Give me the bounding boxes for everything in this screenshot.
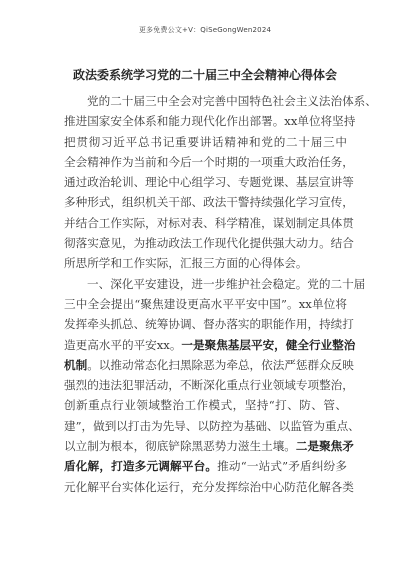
body-text: 彻落实意见，为推动政法工作现代化提供强大动力。结合	[64, 236, 354, 251]
body-line	[64, 395, 347, 415]
body-text: 全会精神作为当前和今后一个时期的一项重大政治任务，	[64, 154, 354, 169]
body-line	[64, 172, 354, 192]
body-text: 推动“一站式”矛盾纠纷多	[217, 459, 347, 474]
body-line	[64, 111, 356, 131]
bold-text: 二是聚焦矛	[295, 439, 354, 454]
body-text: 多种形式，组织机关干部、政法干警持续强化学习宣传，	[64, 195, 354, 210]
document-title: 政法委系统学习党的二十届三中全会精神心得体会	[72, 68, 337, 82]
body-line	[64, 274, 366, 294]
body-text: 发挥牵头抓总、统筹协调、督办落实的职能作用，持续打	[64, 317, 354, 332]
body-text: 并结合工作实际，对标对表、科学精准，谋划制定具体贯	[64, 215, 354, 230]
page-header: 更多免费公文+V：QiSeGongWen2024	[138, 26, 272, 34]
body-text: 三中全会提出“聚焦建设更高水平平安中国”。xx单位将	[64, 296, 347, 311]
body-line	[64, 253, 347, 273]
body-text: 通过政治轮训、理论中心组学习、专题党课、基层宣讲等	[64, 175, 354, 190]
body-line	[64, 335, 356, 355]
bold-text: 机制	[64, 357, 88, 372]
body-text: 强烈的违法犯罪活动，不断深化重点行业领域专项整治，	[64, 378, 354, 393]
body-line	[64, 294, 347, 314]
bold-text: 一是聚焦基层平安，健全行业整治	[181, 337, 356, 352]
body-line	[64, 436, 354, 456]
body-text: 党的二十届三中全会对完善中国特色社会主义法治体系、	[87, 94, 377, 108]
body-line	[64, 314, 354, 334]
body-line	[64, 416, 360, 436]
body-text: 建”，做到以打击为先导、以防控为基础、以监管为重点、	[64, 418, 360, 433]
body-text: 推进国家安全体系和能力现代化作出部署。xx单位将坚持	[64, 114, 356, 129]
body-text: 。以推动常态化扫黑除恶为牵总，依法严惩群众反映	[87, 357, 354, 372]
body-line	[64, 477, 354, 497]
body-line	[64, 233, 354, 253]
body-line	[64, 132, 347, 152]
body-text: 以立制为根本，彻底铲除黑恶势力滋生土壤。	[64, 439, 296, 454]
body-text: 一、深化平安建设，进一步维护社会稳定。党的二十届	[87, 276, 366, 291]
document-body	[64, 91, 377, 497]
body-line	[64, 192, 354, 212]
body-line	[64, 355, 354, 375]
body-line	[64, 456, 347, 476]
body-text: 元化解平台实体化运行，充分发挥综治中心防范化解各类	[64, 479, 354, 494]
body-text: 把贯彻习近平总书记重要讲话精神和党的二十届三中	[64, 134, 347, 149]
body-text: 造更高水平的平安xx。	[64, 337, 182, 352]
body-line	[64, 91, 377, 111]
bold-text: 盾化解，打造多元调解平台。	[64, 459, 218, 474]
body-line	[64, 152, 354, 172]
body-text: 所思所学和工作实际，汇报三方面的心得体会。	[64, 256, 308, 271]
body-text: 创新重点行业领域整治工作模式，坚持“打、防、管、	[64, 398, 347, 413]
body-line	[64, 213, 354, 233]
body-line	[64, 375, 354, 395]
